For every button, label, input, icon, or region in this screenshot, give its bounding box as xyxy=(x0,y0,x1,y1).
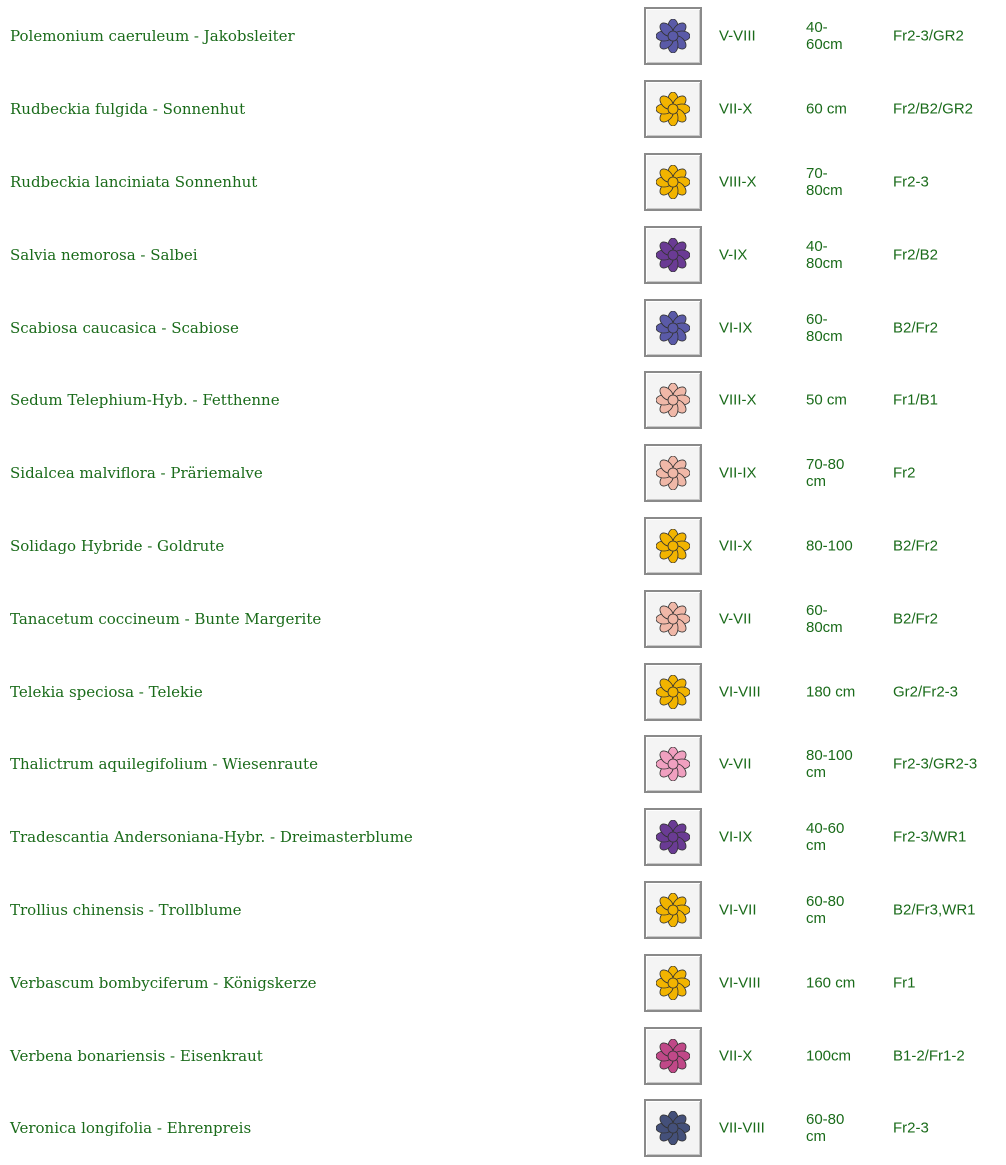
bloom-period: V-VII xyxy=(719,755,752,773)
plant-height: 60-80 cm xyxy=(806,1111,845,1146)
flower-color-swatch xyxy=(644,954,702,1012)
bloom-period: VI-VIII xyxy=(719,683,761,701)
plant-name: Scabiosa caucasica - Scabiose xyxy=(10,318,239,337)
plant-row xyxy=(0,218,1006,291)
plant-name: Verbascum bombyciferum - Königskerze xyxy=(10,973,317,992)
plant-location: B2/Fr2 xyxy=(893,319,939,337)
plant-height: 40-60 cm xyxy=(806,820,845,855)
flower-color-swatch xyxy=(644,517,702,575)
plant-height: 50 cm xyxy=(806,391,847,409)
plant-height: 80-100 xyxy=(806,537,853,555)
plant-location: Fr2 xyxy=(893,464,916,482)
plant-row xyxy=(0,73,1006,146)
plant-name: Sidalcea malviflora - Präriemalve xyxy=(10,464,263,483)
plant-height: 60-80 cm xyxy=(806,892,845,927)
flower-color-swatch xyxy=(644,735,702,793)
plant-name: Polemonium caeruleum - Jakobsleiter xyxy=(10,27,295,46)
plant-row xyxy=(0,728,1006,801)
plant-height: 100cm xyxy=(806,1047,852,1065)
bloom-period: VII-IX xyxy=(719,464,757,482)
flower-color-swatch xyxy=(644,299,702,357)
plant-location: Fr2-3/GR2-3 xyxy=(893,755,978,773)
plant-location: Fr2-3 xyxy=(893,1119,929,1137)
bloom-period: V-VII xyxy=(719,610,752,628)
plant-location: Fr1/B1 xyxy=(893,391,939,409)
flower-color-swatch xyxy=(644,663,702,721)
plant-row xyxy=(0,874,1006,947)
flower-icon xyxy=(656,19,690,53)
plant-height: 40- 60cm xyxy=(806,19,843,54)
flower-icon xyxy=(656,966,690,1000)
flower-color-swatch xyxy=(644,808,702,866)
plant-name: Salvia nemorosa - Salbei xyxy=(10,245,198,264)
flower-color-swatch xyxy=(644,1027,702,1085)
plant-height: 80-100 cm xyxy=(806,747,853,782)
plant-row xyxy=(0,1092,1006,1165)
plant-name: Tradescantia Andersoniana-Hybr. - Dreimasterblume xyxy=(10,828,413,847)
flower-icon xyxy=(656,602,690,636)
plant-name: Solidago Hybride - Goldrute xyxy=(10,536,225,555)
flower-color-swatch xyxy=(644,226,702,284)
bloom-period: VIII-X xyxy=(719,173,757,191)
flower-color-swatch xyxy=(644,590,702,648)
plant-name: Thalictrum aquilegifolium - Wiesenraute xyxy=(10,755,318,774)
plant-location: Gr2/Fr2-3 xyxy=(893,683,959,701)
plant-name: Trollius chinensis - Trollblume xyxy=(10,900,242,919)
flower-icon xyxy=(656,383,690,417)
flower-icon xyxy=(656,92,690,126)
plant-name: Veronica longifolia - Ehrenpreis xyxy=(10,1119,252,1138)
plant-row xyxy=(0,146,1006,219)
flower-color-swatch xyxy=(644,371,702,429)
plant-location: Fr2-3/GR2 xyxy=(893,27,964,45)
plant-name: Sedum Telephium-Hyb. - Fetthenne xyxy=(10,391,280,410)
flower-color-swatch xyxy=(644,7,702,65)
plant-name: Verbena bonariensis - Eisenkraut xyxy=(10,1046,263,1065)
plant-height: 40- 80cm xyxy=(806,237,843,272)
bloom-period: VII-X xyxy=(719,537,753,555)
flower-icon xyxy=(656,529,690,563)
plant-location: Fr2/B2 xyxy=(893,246,939,264)
plant-row xyxy=(0,582,1006,655)
bloom-period: VIII-X xyxy=(719,391,757,409)
plant-row xyxy=(0,655,1006,728)
plant-height: 60- 80cm xyxy=(806,310,843,345)
plant-row xyxy=(0,291,1006,364)
plant-name: Telekia speciosa - Telekie xyxy=(10,682,203,701)
flower-icon xyxy=(656,820,690,854)
plant-height: 70- 80cm xyxy=(806,164,843,199)
bloom-period: VI-IX xyxy=(719,319,753,337)
bloom-period: VII-VIII xyxy=(719,1119,765,1137)
plant-name: Tanacetum coccineum - Bunte Margerite xyxy=(10,609,322,628)
plant-location: B1-2/Fr1-2 xyxy=(893,1047,965,1065)
plant-row xyxy=(0,0,1006,73)
bloom-period: VI-VIII xyxy=(719,974,761,992)
plant-row xyxy=(0,510,1006,583)
bloom-period: VI-VII xyxy=(719,901,757,919)
plant-height: 160 cm xyxy=(806,974,856,992)
flower-icon xyxy=(656,1111,690,1145)
bloom-period: VII-X xyxy=(719,100,753,118)
plant-row xyxy=(0,801,1006,874)
flower-color-swatch xyxy=(644,1099,702,1157)
flower-icon xyxy=(656,675,690,709)
plant-height: 180 cm xyxy=(806,683,856,701)
plant-location: B2/Fr2 xyxy=(893,537,939,555)
plant-location: B2/Fr3,WR1 xyxy=(893,901,976,919)
plant-row xyxy=(0,364,1006,437)
plant-name: Rudbeckia lanciniata Sonnenhut xyxy=(10,172,258,191)
plant-row xyxy=(0,1019,1006,1092)
flower-icon xyxy=(656,311,690,345)
plant-location: B2/Fr2 xyxy=(893,610,939,628)
plant-location: Fr1 xyxy=(893,974,916,992)
flower-icon xyxy=(656,747,690,781)
plant-height: 60- 80cm xyxy=(806,601,843,636)
flower-color-swatch xyxy=(644,80,702,138)
flower-icon xyxy=(656,893,690,927)
bloom-period: V-VIII xyxy=(719,27,756,45)
bloom-period: VI-IX xyxy=(719,828,753,846)
plant-height: 70-80 cm xyxy=(806,456,845,491)
plant-height: 60 cm xyxy=(806,100,847,118)
plant-row xyxy=(0,946,1006,1019)
flower-color-swatch xyxy=(644,153,702,211)
plant-row xyxy=(0,437,1006,510)
plant-name: Rudbeckia fulgida - Sonnenhut xyxy=(10,100,246,119)
plant-location: Fr2-3/WR1 xyxy=(893,828,967,846)
plant-location: Fr2/B2/GR2 xyxy=(893,100,974,118)
flower-color-swatch xyxy=(644,881,702,939)
flower-icon xyxy=(656,165,690,199)
bloom-period: VII-X xyxy=(719,1047,753,1065)
flower-color-swatch xyxy=(644,444,702,502)
flower-icon xyxy=(656,238,690,272)
plant-location: Fr2-3 xyxy=(893,173,929,191)
flower-icon xyxy=(656,456,690,490)
flower-icon xyxy=(656,1039,690,1073)
bloom-period: V-IX xyxy=(719,246,748,264)
